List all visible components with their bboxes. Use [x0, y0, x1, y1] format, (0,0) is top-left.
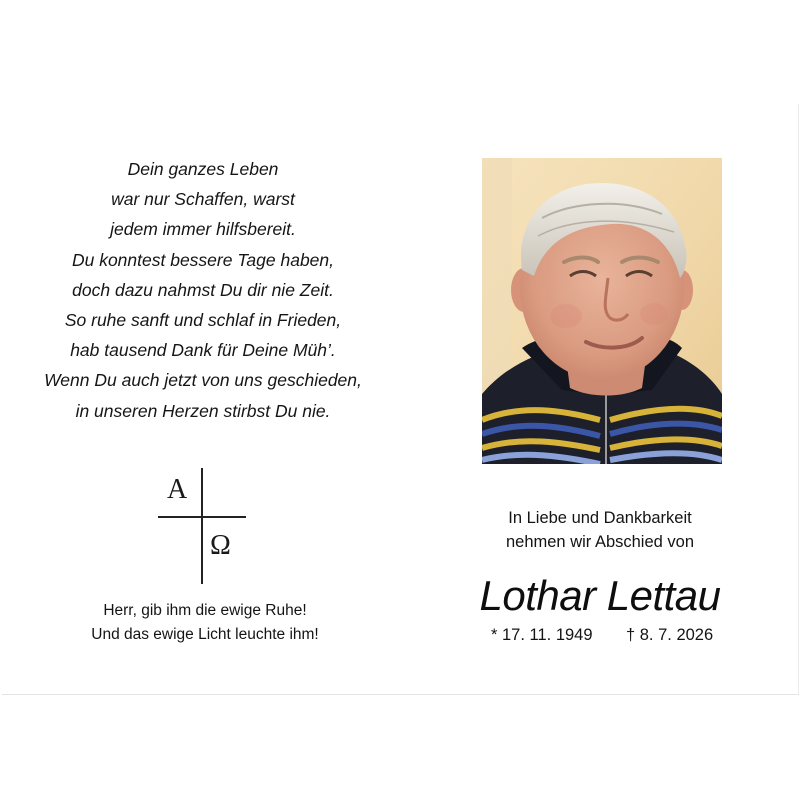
cross-vertical-line [201, 468, 203, 584]
farewell-line: In Liebe und Dankbarkeit [508, 509, 692, 527]
poem-line: hab tausend Dank für Deine Müh’. [70, 340, 336, 361]
omega-letter: Ω [210, 530, 231, 561]
poem-line: Du konntest bessere Tage haben, [71, 249, 335, 270]
death-date: † 8. 7. 2026 [626, 626, 714, 644]
deceased-name: Lothar Lettau [479, 572, 721, 619]
alpha-omega-cross-icon [158, 468, 246, 584]
poem-line: Dein ganzes Leben [127, 159, 279, 179]
poem-line: in unseren Herzen stirbst Du nie. [75, 400, 331, 421]
poem-line: doch dazu nahmst Du dir nie Zeit. [72, 279, 334, 300]
blessing [40, 599, 370, 647]
birth-date: * 17. 11. 1949 [491, 626, 593, 644]
blessing-line: Herr, gib ihm die ewige Ruhe! [103, 602, 307, 619]
poem-line: war nur Schaffen, warst [111, 189, 295, 210]
blessing-line: Und das ewige Licht leuchte ihm! [91, 626, 319, 643]
farewell-text [470, 506, 730, 554]
poem-line: So ruhe sanft und schlaf in Frieden, [64, 310, 342, 331]
cross-horizontal-line [158, 516, 246, 518]
poem [18, 154, 388, 426]
alpha-letter: A [167, 474, 188, 505]
poem-line: jedem immer hilfsbereit. [110, 219, 296, 240]
poem-line: Wenn Du auch jetzt von uns geschieden, [44, 370, 362, 391]
portrait-illustration [482, 158, 722, 464]
portrait-photo [482, 158, 722, 464]
farewell-line: nehmen wir Abschied von [505, 533, 695, 551]
